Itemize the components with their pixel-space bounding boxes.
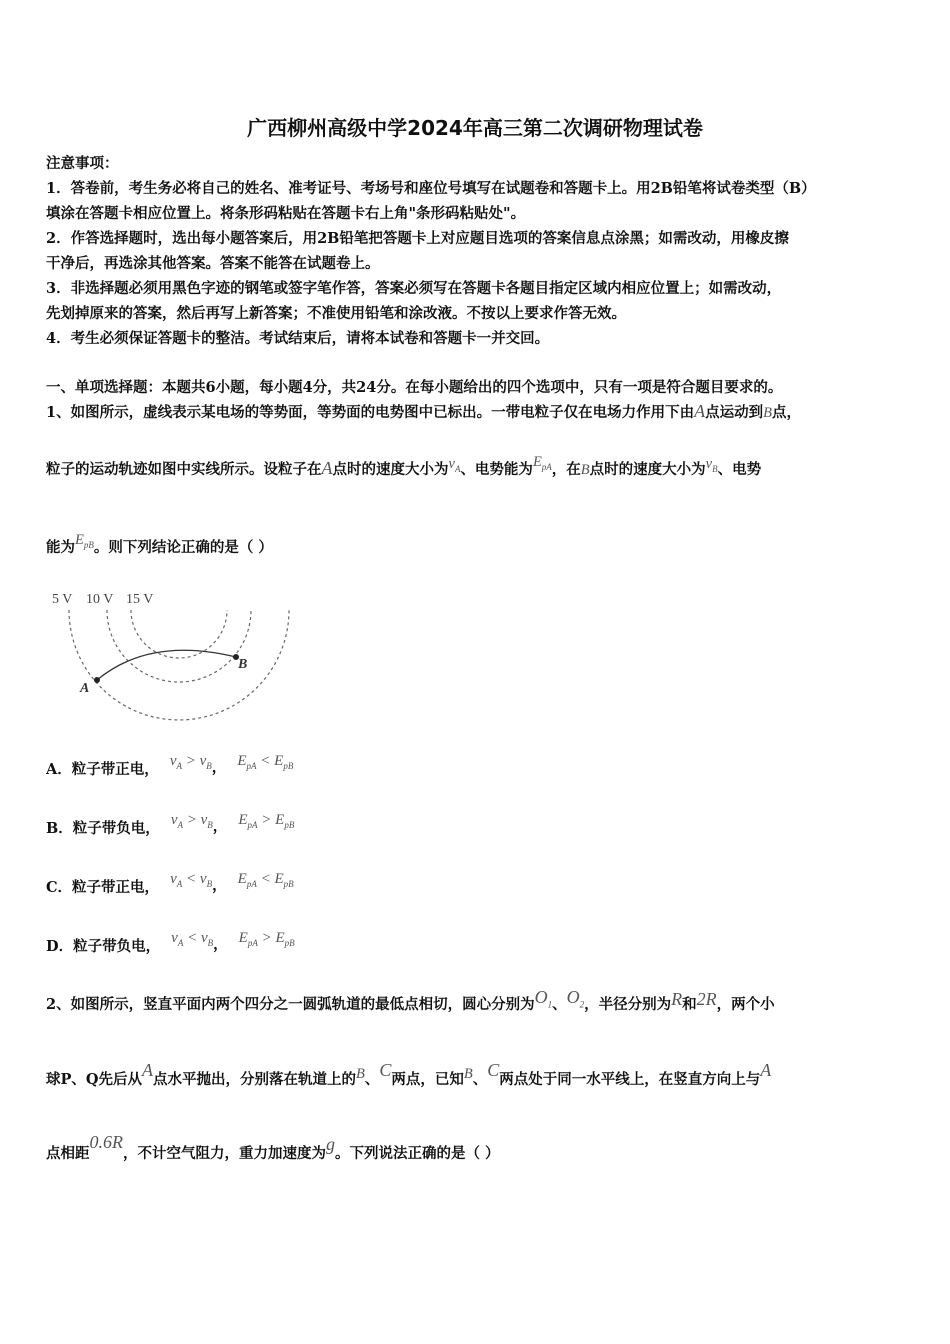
notice-line: 填涂在答题卡相应位置上。将条形码粘贴在答题卡右上角"条形码粘贴处"。 — [46, 205, 526, 222]
q1-line-3: 能为$E_{pB}$。则下列结论正确的是（ ） — [46, 532, 273, 556]
equipotential-diagram — [50, 586, 300, 726]
point-a-dot — [94, 677, 100, 683]
notice-line: 干净后，再选涂其他答案。答案不能答在试题卷上。 — [46, 255, 380, 272]
notice-line: 4．考生必须保证答题卡的整洁。考试结束后，请将本试卷和答题卡一并交回。 — [46, 330, 550, 347]
label-10v: 10 V — [86, 592, 114, 607]
equipotential-5v — [69, 610, 289, 720]
q1-option-a[interactable]: A．粒子带正电， $v_A > v_B$， $E_{pA} < E_{pB}$ — [46, 753, 294, 778]
notice-line: 1．答卷前，考生务必将自己的姓名、准考证号、考场号和座位号填写在试题卷和答题卡上。用2B铅笔将试卷类型（B） — [46, 180, 816, 197]
notice-line: 2．作答选择题时，选出每小题答案后，用2B铅笔把答题卡上对应题目选项的答案信息点涂黑；如需改动，用橡皮擦 — [46, 230, 789, 247]
point-b-label: B — [238, 657, 248, 672]
notice-line: 3．非选择题必须用黑色字迹的钢笔或签字笔作答，答案必须写在答题卡各题目指定区域内相应位置上；如需改动， — [46, 280, 782, 297]
page-title: 广西柳州高级中学2024年高三第二次调研物理试卷 — [247, 116, 703, 140]
q2-line-3: 点相距0.6R，不计空气阻力，重力加速度为g。下列说法正确的是（ ） — [46, 1132, 500, 1162]
label-5v: 5 V — [52, 592, 73, 607]
q1-option-b[interactable]: B．粒子带负电， $v_A > v_B$， $E_{pA} > E_{pB}$ — [46, 812, 295, 837]
equipotential-10v — [107, 610, 251, 682]
q1-line-2: 粒子的运动轨迹如图中实线所示。设粒子在A点时的速度大小为$v_A$、电势能为$E_{pA}$，在B点时的速度大小为$v_B$、电势 — [46, 454, 762, 478]
point-a-label: A — [80, 681, 90, 696]
q1-line-1: 1、如图所示，虚线表示某电场的等势面，等势面的电势图中已标出。一带电粒子仅在电场力作用下由A点运动到B点， — [46, 401, 801, 421]
equipotential-figure — [50, 586, 300, 726]
q1-option-c[interactable]: C．粒子带正电， $v_A < v_B$， $E_{pA} < E_{pB}$ — [46, 871, 294, 896]
q2-line-1: 2、如图所示，竖直平面内两个四分之一圆弧轨道的最低点相切，圆心分别为$O_1$、$O_2$，半径分别为R和2R，两个小 — [46, 987, 775, 1013]
notice-line: 先划掉原来的答案，然后再写上新答案；不准使用铅笔和涂改液。不按以上要求作答无效。 — [46, 305, 626, 322]
q2-line-2: 球P、Q先后从A点水平抛出，分别落在轨道上的B、C两点，已知B、C两点处于同一水平线上，在竖直方向上与A — [46, 1060, 772, 1088]
q1-option-d[interactable]: D．粒子带负电， $v_A < v_B$， $E_{pA} > E_{pB}$ — [46, 930, 295, 955]
notice-heading: 注意事项： — [46, 155, 119, 172]
section-heading: 一、单项选择题：本题共6小题，每小题4分，共24分。在每小题给出的四个选项中，只有一项是符合题目要求的。 — [46, 379, 783, 396]
label-15v: 15 V — [126, 592, 154, 607]
particle-trajectory — [97, 650, 236, 680]
